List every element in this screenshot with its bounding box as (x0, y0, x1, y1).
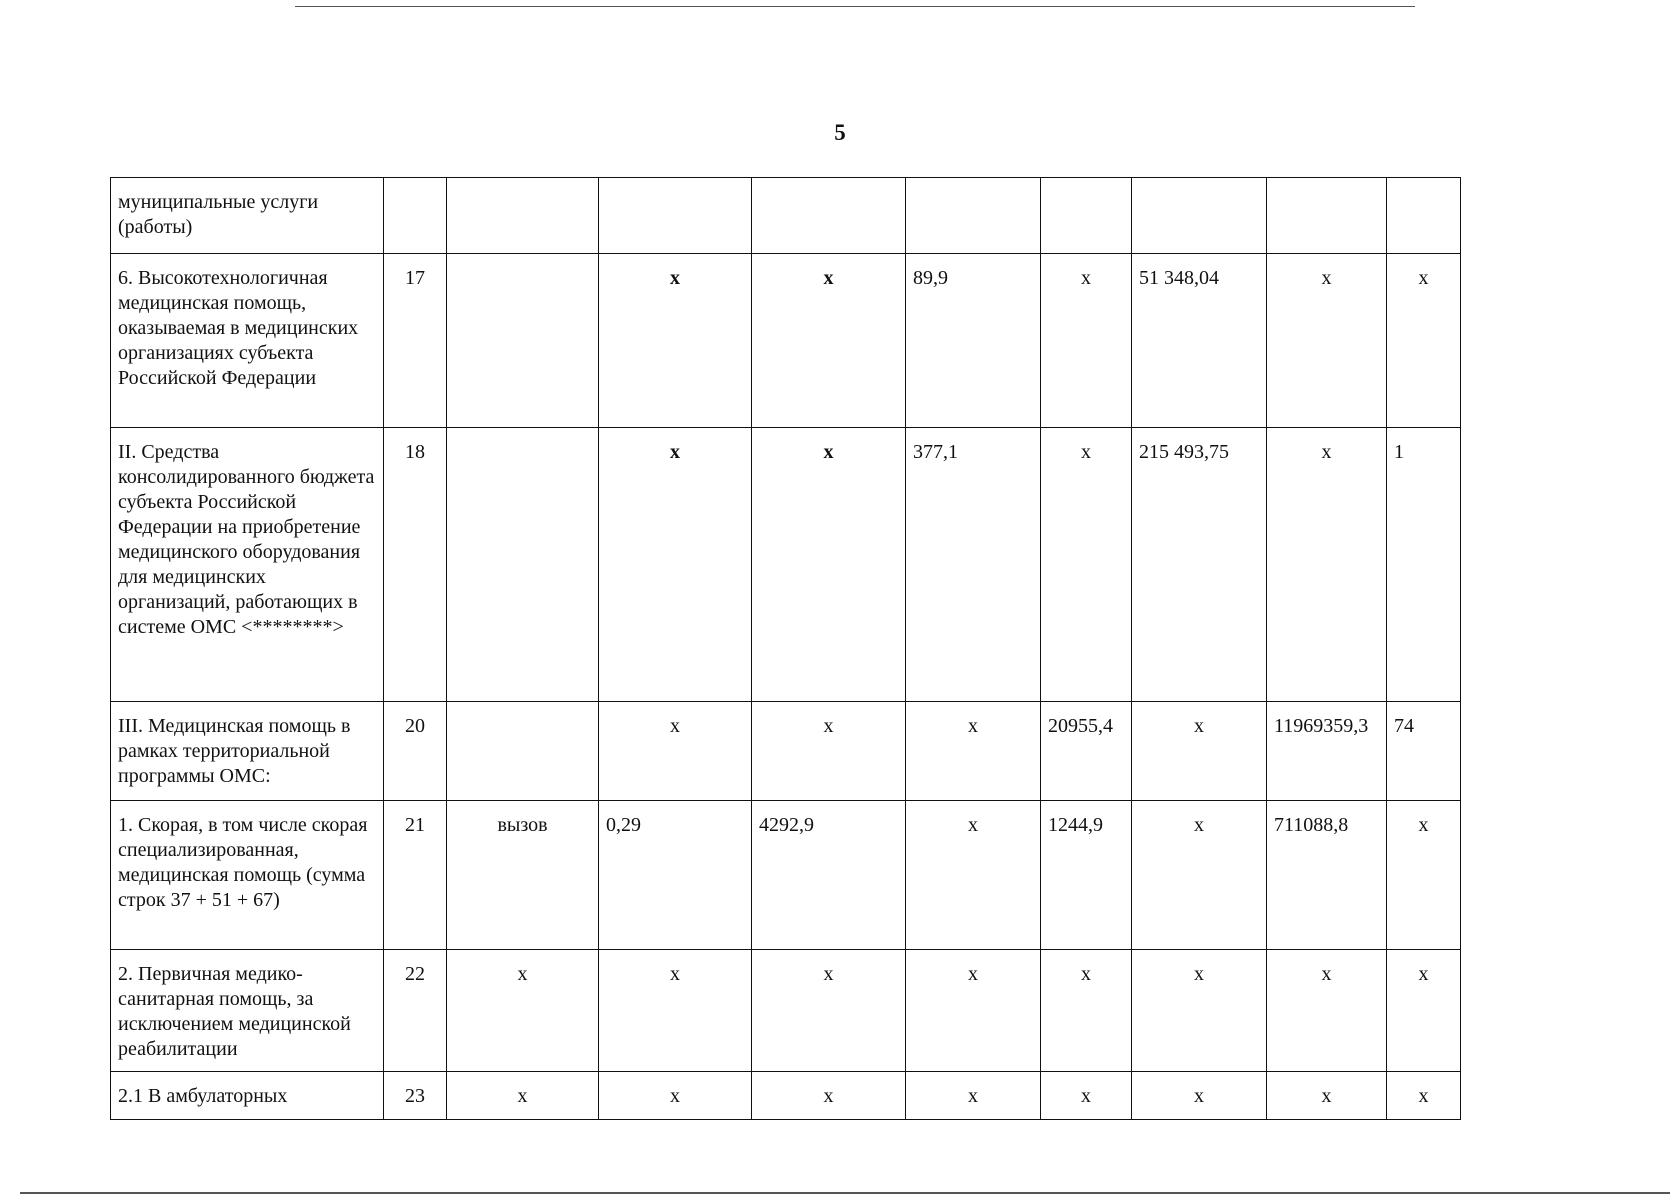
table-row (111, 702, 1461, 801)
table-cell-col-9 (1387, 178, 1461, 254)
table-cell-col-9: 1 (1387, 428, 1461, 702)
table-cell-col-5: x (906, 702, 1041, 801)
table-cell-col-5: x (906, 950, 1041, 1072)
data-table (110, 177, 1461, 1120)
table-cell-cost: 4292,9 (752, 801, 906, 950)
table-cell-volume: 0,29 (599, 801, 752, 950)
table-cell-unit: вызов (447, 801, 599, 950)
table-row (111, 1072, 1461, 1120)
table-cell-col-7: 215 493,75 (1132, 428, 1267, 702)
table-cell-col-9: 74 (1387, 702, 1461, 801)
table-cell-col-9: x (1387, 254, 1461, 428)
table-cell-col-6: x (1041, 1072, 1132, 1120)
table-body (111, 178, 1461, 1120)
table-cell-cost: x (752, 702, 906, 801)
table-row (111, 428, 1461, 702)
table-cell-col-6: 20955,4 (1041, 702, 1132, 801)
table-cell-col-8: x (1267, 428, 1387, 702)
table-cell-code: 23 (384, 1072, 447, 1120)
table-cell-col-6: x (1041, 428, 1132, 702)
table-row (111, 950, 1461, 1072)
table-cell-volume (599, 178, 752, 254)
table-cell-code (384, 178, 447, 254)
table-cell-code: 18 (384, 428, 447, 702)
table-cell-volume: x (599, 702, 752, 801)
table-row (111, 178, 1461, 254)
table-cell-unit (447, 178, 599, 254)
table-cell-col-5: x (906, 801, 1041, 950)
table-cell-col-6: x (1041, 950, 1132, 1072)
table-cell-col-7: 51 348,04 (1132, 254, 1267, 428)
table-cell-col-9: x (1387, 950, 1461, 1072)
table-cell-code: 21 (384, 801, 447, 950)
table-cell-unit (447, 254, 599, 428)
table-cell-unit: x (447, 1072, 599, 1120)
table-cell-cost: x (752, 1072, 906, 1120)
table-row (111, 801, 1461, 950)
table-cell-volume: x (599, 254, 752, 428)
table-cell-col-5 (906, 178, 1041, 254)
table-cell-col-7: x (1132, 702, 1267, 801)
table-cell-col-5: 89,9 (906, 254, 1041, 428)
table-cell-col-5: 377,1 (906, 428, 1041, 702)
table-cell-name: 6. Высокотехнологичная медицинская помощь, оказываемая в медицинских организациях субъекта Российской Федерации (111, 254, 384, 428)
table-cell-col-5: x (906, 1072, 1041, 1120)
table-cell-volume: x (599, 1072, 752, 1120)
table-cell-col-7: x (1132, 950, 1267, 1072)
table-cell-col-9: x (1387, 801, 1461, 950)
table-cell-name: III. Медицинская помощь в рамках территориальной программы ОМС: (111, 702, 384, 801)
table-cell-col-6 (1041, 178, 1132, 254)
table-cell-name: муниципальные услуги (работы) (111, 178, 384, 254)
table-cell-col-7: x (1132, 1072, 1267, 1120)
table-cell-col-8: x (1267, 254, 1387, 428)
table-cell-col-8: x (1267, 950, 1387, 1072)
table-cell-col-6: x (1041, 254, 1132, 428)
table-cell-code: 22 (384, 950, 447, 1072)
table-cell-col-8 (1267, 178, 1387, 254)
table-cell-col-7: x (1132, 801, 1267, 950)
table-cell-volume: x (599, 950, 752, 1072)
table-cell-col-8: 11969359,3 (1267, 702, 1387, 801)
table-cell-unit (447, 702, 599, 801)
table-cell-name: 1. Скорая, в том числе скорая специализированная, медицинская помощь (сумма строк 37 + 51 + 67) (111, 801, 384, 950)
table-cell-cost: x (752, 254, 906, 428)
page-number: 5 (834, 120, 846, 145)
table-cell-volume: x (599, 428, 752, 702)
table-cell-col-8: 711088,8 (1267, 801, 1387, 950)
table-cell-col-9: x (1387, 1072, 1461, 1120)
table-cell-cost: x (752, 950, 906, 1072)
table-cell-unit (447, 428, 599, 702)
table-cell-name: II. Средства консолидированного бюджета субъекта Российской Федерации на приобретение медицинского оборудования для медицинских организаций, работающих в системе ОМС <********> (111, 428, 384, 702)
table-cell-cost (752, 178, 906, 254)
table-cell-unit: x (447, 950, 599, 1072)
table-cell-code: 20 (384, 702, 447, 801)
table-cell-cost: x (752, 428, 906, 702)
table-cell-col-6: 1244,9 (1041, 801, 1132, 950)
table-row (111, 254, 1461, 428)
table-cell-name: 2. Первичная медико-санитарная помощь, за исключением медицинской реабилитации (111, 950, 384, 1072)
table-cell-name: 2.1 В амбулаторных (111, 1072, 384, 1120)
scan-edge-bottom (20, 1192, 1670, 1194)
scan-edge-top (295, 6, 1415, 7)
table-cell-col-7 (1132, 178, 1267, 254)
table-cell-col-8: x (1267, 1072, 1387, 1120)
table-cell-code: 17 (384, 254, 447, 428)
